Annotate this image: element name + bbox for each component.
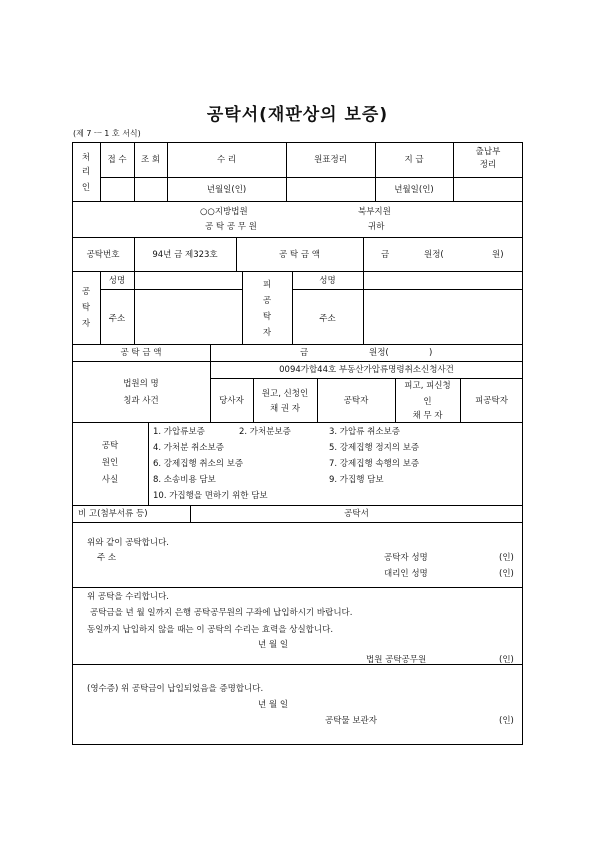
court-branch: 북부지원: [358, 207, 391, 217]
depositor-label-3: 자: [81, 319, 91, 329]
beneficiary-label-2: 공: [262, 296, 272, 306]
depositor-seal: (인): [499, 553, 514, 563]
cause-item: 1. 가압류보증: [153, 427, 205, 437]
deposit-no-value: 94년 금 제323호: [152, 250, 218, 260]
depositor-label-1: 공: [81, 287, 91, 297]
court-name: ○○지방법원: [200, 207, 248, 217]
processor-label-1: 처: [81, 153, 91, 163]
case-col-defendant-3: 채 무 자: [412, 411, 443, 421]
cause-item: 7. 강제집행 속행의 보증: [329, 459, 420, 469]
court-officer: 공 탁 공 무 원: [205, 222, 257, 232]
acceptance-officer: 법원 공탁공무원: [366, 655, 427, 663]
form-number: (제 7 ㅡ 1 호 서식): [73, 129, 141, 138]
processor-label-2: 리: [81, 167, 91, 177]
remarks-label: 비 고(첨부서류 등): [78, 509, 148, 519]
case-col-party: 당사자: [219, 396, 244, 406]
deposit-amount-prefix: 금: [381, 250, 390, 260]
header-ledger: 원표정리: [314, 155, 347, 165]
cause-item: 9. 가집행 담보: [329, 475, 384, 485]
receipt-line: (영수증) 위 공탁금이 납입되었음을 증명합니다.: [87, 684, 264, 694]
case-col-defendant-2: 인: [423, 397, 432, 407]
depositor-name-label: 성명: [108, 276, 126, 286]
receipt-date: 년 월 일: [258, 700, 289, 710]
cause-item: 4. 가처분 취소보증: [153, 443, 224, 453]
cause-label-1: 공탁: [101, 441, 119, 451]
case-col-plaintiff-2: 채 권 자: [269, 404, 301, 414]
agent-sign-label: 대리인 성명: [384, 569, 428, 579]
beneficiary-address-label: 주소: [319, 314, 336, 324]
cause-label-3: 사실: [101, 475, 119, 485]
depositor-sign-label: 공탁자 성명: [384, 553, 428, 563]
header-receive: 접 수: [107, 155, 127, 165]
acceptance-seal: (인): [499, 655, 514, 663]
cause-label-2: 원인: [101, 458, 119, 468]
receipt-keeper: 공탁물 보관자: [325, 716, 377, 726]
cause-item: 10. 가집행을 면하기 위한 담보: [153, 491, 268, 501]
depositor-label-2: 탁: [81, 303, 91, 313]
deposit-amount-suffix: 원정(: [424, 250, 444, 260]
amount-row-label: 공 탁 금 액: [120, 348, 162, 358]
case-title: 0094가합44호 부동산가압류명령취소신청사건: [279, 365, 454, 375]
header-acceptance: 수 리: [216, 155, 237, 165]
case-label-2: 칭과 사건: [123, 396, 159, 406]
cause-item: 3. 가압류 취소보증: [329, 427, 400, 437]
cause-item: 5. 강제집행 정지의 보증: [329, 443, 420, 453]
case-col-depositor: 공탁자: [343, 396, 369, 406]
header-inquiry: 조 회: [140, 155, 161, 165]
beneficiary-label-3: 탁: [262, 312, 272, 322]
case-col-beneficiary: 피공탁자: [475, 396, 508, 406]
deposit-amount-label: 공 탁 금 액: [279, 250, 320, 260]
deposit-amount-end: 원): [492, 250, 504, 260]
acceptance-line-1: 위 공탁을 수리합니다.: [87, 592, 170, 602]
date-seal-2: 년월일(인): [394, 185, 434, 195]
cause-item: 2. 가처분보증: [239, 427, 291, 437]
header-payment: 지 급: [404, 155, 424, 165]
deposit-no-label: 공탁번호: [86, 250, 120, 260]
processor-label-3: 인: [81, 183, 91, 193]
case-label-1: 법원의 명: [123, 379, 159, 389]
document-title: 공탁서(재판상의 보증): [206, 105, 389, 125]
declaration-address-label: 주 소: [97, 553, 117, 563]
court-to: 귀하: [368, 222, 385, 232]
acceptance-line-3: 동일까지 납입하지 않을 때는 이 공탁의 수리는 효력을 상실합니다.: [87, 625, 334, 635]
case-col-plaintiff-1: 원고, 신청인: [261, 389, 309, 399]
amount-row-prefix: 금: [300, 348, 309, 358]
date-seal-1: 년월일(인): [206, 185, 247, 195]
cause-item: 8. 소송비용 담보: [153, 475, 216, 485]
receipt-seal: (인): [499, 716, 514, 726]
declaration-line: 위와 같이 공탁합니다.: [87, 538, 170, 548]
beneficiary-label-1: 피: [262, 280, 272, 290]
acceptance-line-2: 공탁금을 년 월 일까지 은행 공탁공무원의 구좌에 납입하시기 바랍니다.: [90, 608, 353, 618]
depositor-address-label: 주소: [108, 314, 126, 324]
beneficiary-name-label: 성명: [319, 276, 336, 286]
cause-item: 6. 강제집행 취소의 보증: [153, 459, 244, 469]
acceptance-date: 년 월 일: [258, 640, 289, 650]
beneficiary-label-4: 자: [262, 328, 272, 338]
amount-row-suffix: 원정(: [369, 348, 389, 358]
amount-row-end: ): [429, 348, 433, 358]
remarks-value: 공탁서: [344, 509, 369, 519]
agent-seal: (인): [499, 569, 514, 579]
case-col-defendant-1: 피고, 피신청: [404, 381, 451, 391]
header-cashbook: 출납부 정리: [475, 147, 501, 170]
